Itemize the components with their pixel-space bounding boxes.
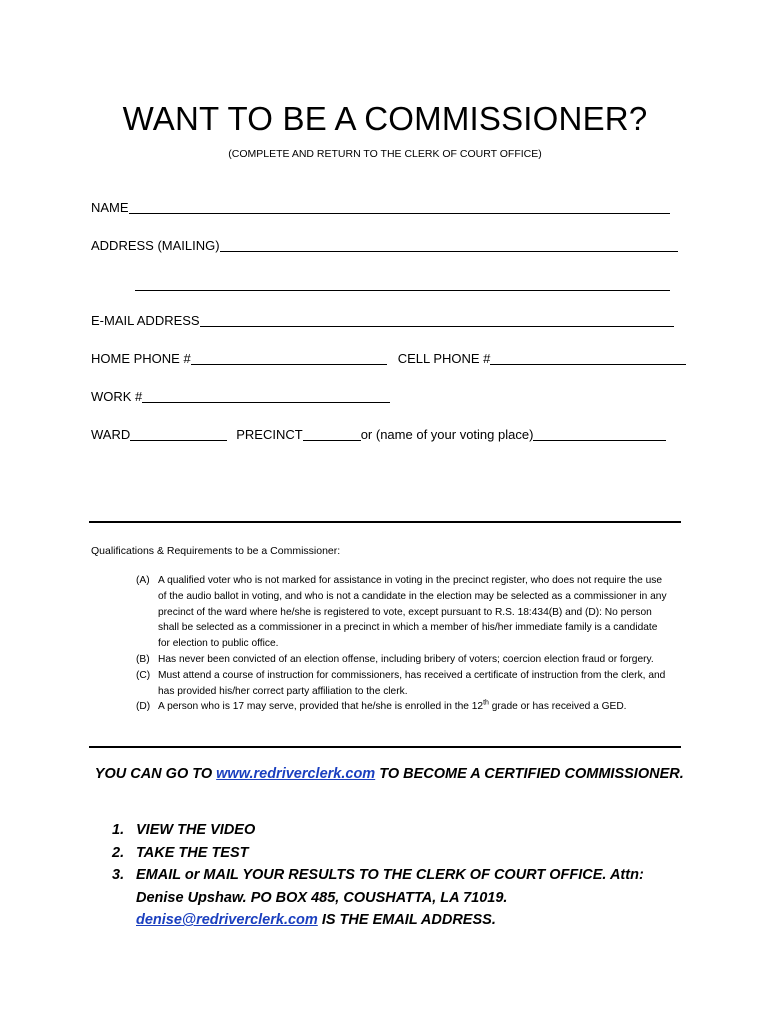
ordinal-superscript: th	[483, 699, 489, 707]
step-text-suffix: IS THE EMAIL ADDRESS.	[317, 912, 496, 928]
ward-field[interactable]	[130, 427, 227, 441]
qualification-marker: (C)	[136, 669, 151, 681]
voting-place-label: or (name of your voting place)	[360, 427, 534, 442]
step-item	[112, 819, 692, 842]
ward-precinct-row	[91, 427, 666, 442]
cell-phone-field[interactable]	[490, 351, 686, 365]
qualifications-heading: Qualifications & Requirements to be a Commissioner:	[91, 545, 341, 557]
precinct-label: PRECINCT	[236, 427, 303, 442]
callout-prefix: YOU CAN GO TO	[91, 766, 217, 782]
precinct-field[interactable]	[303, 427, 361, 441]
qualifications-list	[136, 573, 669, 715]
ward-label: WARD	[91, 427, 131, 442]
qualification-text: Has never been convicted of an election offense, including bribery of voters; coercion election fraud or forgery.	[158, 653, 654, 665]
steps-list	[112, 819, 692, 932]
step-text: EMAIL or MAIL YOUR RESULTS TO THE CLERK OF COURT OFFICE. Attn: Denise Upshaw. PO BOX 485, COUSHATTA, LA 71019.	[136, 867, 644, 906]
section-divider-top	[89, 521, 681, 523]
qualification-text-part: A person who is 17 may serve, provided that he/she is enrolled in the 12	[158, 701, 484, 713]
address-row	[91, 238, 678, 253]
step-item	[112, 864, 692, 932]
qualification-text: Must attend a course of instruction for commissioners, has received a certificate of instruction from the clerk, and has provided his/her correct party affiliation to the clerk.	[158, 669, 666, 697]
step-text: TAKE THE TEST	[136, 844, 249, 861]
section-divider-bottom	[89, 746, 681, 748]
email-row	[91, 313, 674, 328]
step-number: 3.	[112, 867, 125, 883]
step-item	[112, 842, 692, 865]
phone-row	[91, 351, 686, 366]
qualification-marker: (D)	[136, 701, 151, 713]
qualification-item	[136, 573, 669, 652]
email-link[interactable]: denise@redriverclerk.com	[136, 912, 318, 928]
qualification-marker: (B)	[136, 653, 150, 665]
home-phone-field[interactable]	[191, 351, 387, 365]
name-field[interactable]	[129, 200, 670, 214]
work-field[interactable]	[142, 389, 390, 403]
qualification-item	[136, 699, 669, 715]
certification-callout	[91, 763, 691, 786]
step-text: VIEW THE VIDEO	[136, 822, 256, 838]
address-line-2-field[interactable]	[135, 277, 670, 291]
address-label: ADDRESS (MAILING)	[91, 238, 220, 253]
callout-suffix: TO BECOME A CERTIFIED COMMISSIONER.	[375, 766, 684, 782]
address-field[interactable]	[220, 238, 678, 252]
qualification-item	[136, 652, 669, 668]
email-field[interactable]	[200, 313, 674, 327]
step-number: 1.	[112, 822, 125, 838]
cell-phone-label: CELL PHONE #	[397, 351, 491, 366]
email-label: E-MAIL ADDRESS	[91, 313, 200, 328]
name-row	[91, 200, 670, 215]
voting-place-field[interactable]	[533, 427, 666, 441]
page-title: WANT TO BE A COMMISSIONER?	[122, 100, 648, 137]
home-phone-label: HOME PHONE #	[91, 351, 191, 366]
name-label: NAME	[91, 200, 129, 215]
work-row	[91, 389, 390, 404]
address-line-2-row	[135, 277, 670, 292]
qualification-text: A qualified voter who is not marked for assistance in voting in the precinct register, who does not require the use of the audio ballot in voting, and who is not a candidate in the election may be selected as a commissioner in any precinct of the ward where he/she is registered to vote, except pursuant to R.S. 18:434(B) and (D): No person shall be selected as a commissioner in a precinct in which a member of his/her immediate family is a candidate for election to public office.	[158, 575, 667, 650]
qualification-text	[158, 701, 627, 712]
qualification-item	[136, 668, 669, 700]
page-subtitle: (COMPLETE AND RETURN TO THE CLERK OF COURT OFFICE)	[228, 148, 542, 160]
work-label: WORK #	[91, 389, 143, 404]
step-number: 2.	[112, 844, 125, 861]
qualification-text-part: grade or has received a GED.	[488, 701, 627, 713]
qualification-marker: (A)	[136, 575, 150, 586]
website-link[interactable]: www.redriverclerk.com	[216, 766, 376, 782]
